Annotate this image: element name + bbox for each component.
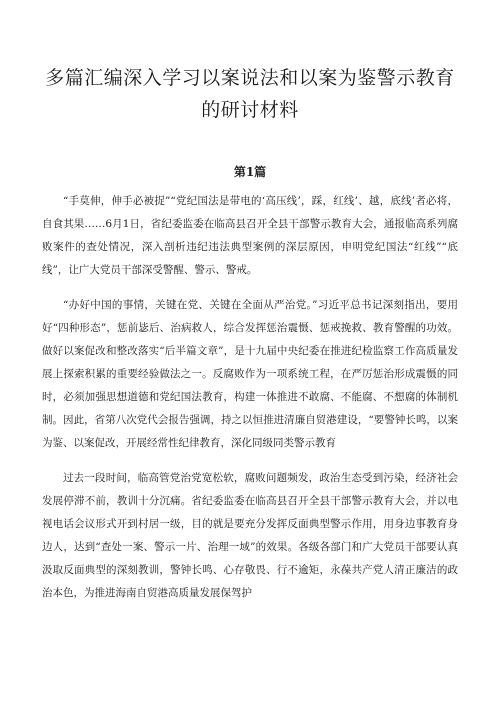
paragraph-3: 过去一段时间，临高管党治党宽松软，腐败问题频发，政治生态受到污染，经济社会发展停滞不前，教训十分沉痛。省纪委监委在临高县召开全县干部警示教育大会，并以电视电话会议形式开到村居一级，目的就是要充分发挥反面典型警示作用，用身边事教育身边人，达到“查处一案、警示一片、治理一域”的效果。各级各部门和广大党员干部要认真汲取反面典型的深刻教训，警钟长鸣、心存敬畏、行不逾矩，永葆共产党人清正廉洁的政治本色，为推进海南自贸港高质量发展保驾护 bbox=[42, 472, 458, 599]
section-heading: 第1篇 bbox=[233, 165, 267, 179]
paragraph-2: “办好中国的事情，关键在党、关键在全面从严治党。”习近平总书记深刻指出，要用好“四种形态”，惩前毖后、治病救人，综合发挥惩治震慑、惩戒挽救、教育警醒的功效。做好以案促改和整改落实“后半篇文章”，是十九届中央纪委在推进纪检监察工作高质量发展上探索积累的重要经验做法之一。反腐败作为一项系统工程，在严厉惩治形成震慑的同时，必须加强思想道德和党纪国法教育，构建一体推进不敢腐、不能腐、不想腐的体制机制。因此，省第八次党代会报告强调，持之以恒推进清廉自贸港建设，“要警钟长鸣，以案为鉴、以案促改，开展经常性纪律教育，深化同级同类警示教育 bbox=[42, 299, 458, 449]
document-title: 多篇汇编深入学习以案说法和以案为鉴警示教育的研讨材料 bbox=[45, 67, 455, 121]
paragraph-1: “手莫伸，伸手必被捉”“党纪国法是带电的‘高压线’，踩，红线’、越，底线’者必将，自食其果……6月1日，省纪委监委在临高县召开全县干部警示教育大会，通报临高系列腐败案件的查处情况，深入剖析违纪违法典型案例的深层原因，申明党纪国法“红线”“底线”，让广大党员干部深受警醒、警示、警戒。 bbox=[42, 195, 458, 276]
